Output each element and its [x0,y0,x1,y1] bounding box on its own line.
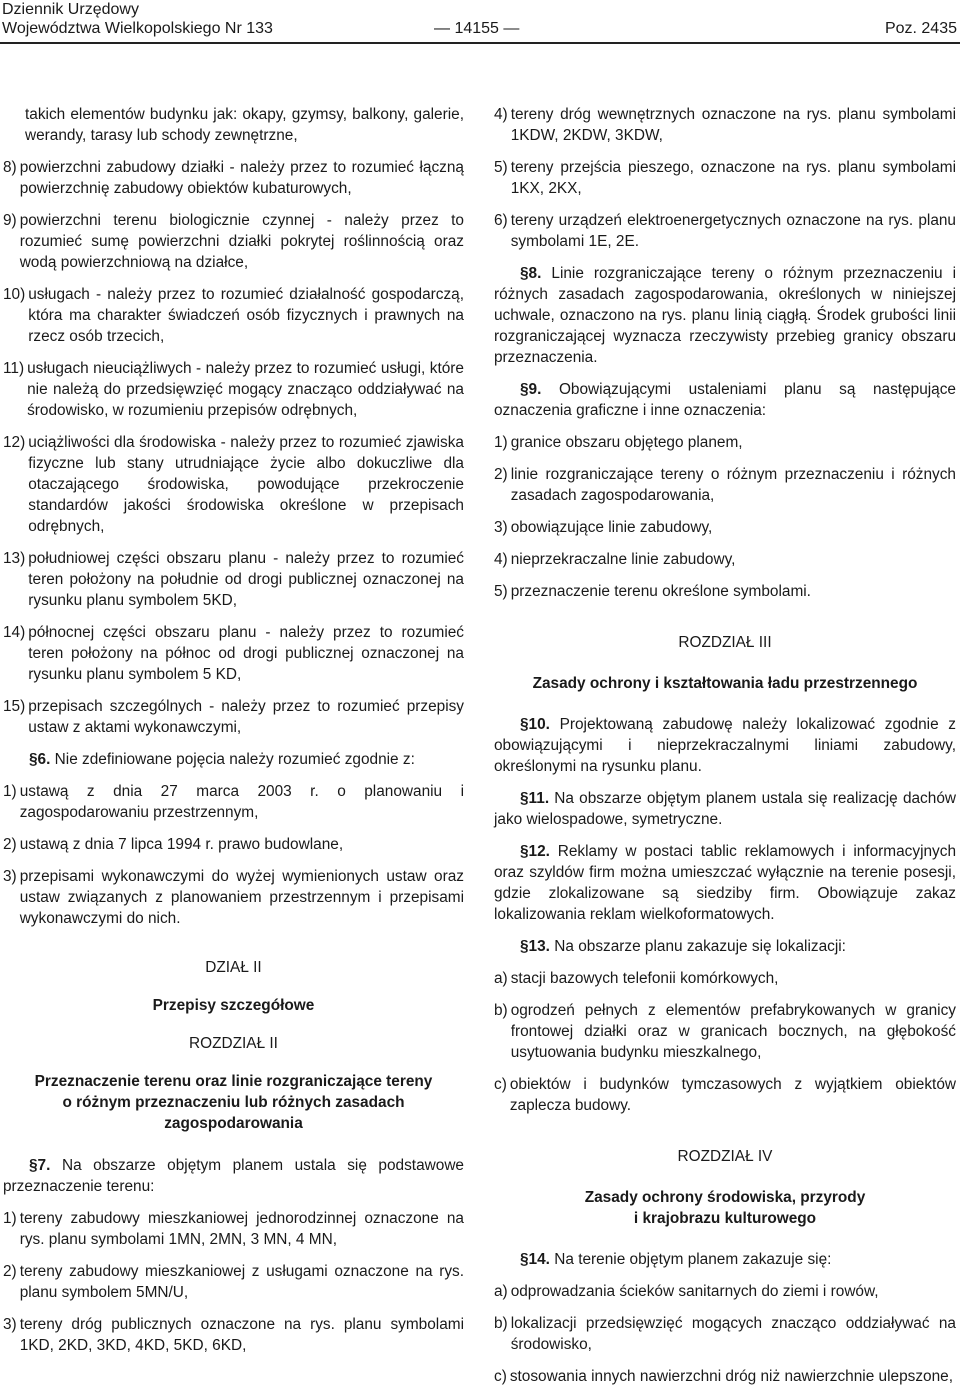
item-text: ustawą z dnia 7 lipca 1994 r. prawo budowlane, [19,836,344,853]
list-item [494,1313,956,1355]
section-symbol: §12. [520,843,550,860]
section-text: Reklamy w postaci tablic reklamowych i informacyjnych oraz szyldów firm można umieszczać wyłącznie na terenie posesji, gdzie zlokalizowane są siedziby firm. Obowiązuje zakaz lokalizowania reklam wielkoformatowych. [494,843,956,923]
item-text: południowej części obszaru planu - należy przez to rozumieć teren położony na południe od drogi publicznej oznaczonej na rysunku planu symbolem 5KD, [28,550,464,609]
list-item [494,968,956,989]
item-number: b) [494,1315,508,1332]
item-number: a) [494,1283,508,1300]
section-symbol: §8. [520,265,542,282]
section-text: Projektowaną zabudowę należy lokalizować zgodnie z obowiązującymi i nieprzekraczalnymi liniami zabudowy, określonymi na rysunku planu. [494,716,956,775]
item-number: 2) [3,836,17,853]
item-text: lokalizacji przedsięwzięć mogących znacząco oddziaływać na środowisko, [510,1315,956,1353]
item-number: 14) [3,624,26,641]
section-symbol: §13. [520,938,550,955]
item-text: tereny dróg publicznych oznaczone na rys. planu symbolami 1KD, 2KD, 3KD, 4KD, 5KD, 6KD, [19,1316,464,1354]
item-text: obiektów i budynków tymczasowych z wyjątkiem obiektów zaplecza budowy. [509,1076,956,1114]
section-13-paragraph [494,936,956,957]
list-item [494,1074,956,1116]
right-column [494,104,956,1398]
publication-name [2,0,273,38]
item-text: tereny dróg wewnętrznych oznaczone na rys. planu symbolami 1KDW, 2KDW, 3KDW, [510,106,956,144]
list-item [494,517,956,538]
left-column [3,104,464,1367]
publication-line-1: Dziennik Urzędowy [2,1,139,18]
item-text: uciążliwości dla środowiska - należy przez to rozumieć zjawiska fizyczne lub stany utrudniające życie albo dokuczliwe dla otaczającego środowiska, powodujące przekroczenie standardów jakości środowiska określone w przepisach odrębnych, [28,434,464,535]
chapter-heading: ROZDZIAŁ III [678,634,772,651]
chapter-title-line: Zasady ochrony środowiska, przyrody [584,1189,866,1206]
section-7-paragraph [3,1155,464,1197]
definition-item [3,284,464,347]
position-number: Poz. 2435 [884,20,957,37]
section-symbol: §6. [29,751,51,768]
section-text: Nie zdefiniowane pojęcia należy rozumieć zgodnie z: [50,751,415,768]
list-item [3,1208,464,1250]
definition-item [3,696,464,738]
chapter-title-line: Przeznaczenie terenu oraz linie rozgraniczające tereny [34,1073,433,1090]
list-item [3,866,464,929]
section-text: Na obszarze objętym planem ustala się podstawowe przeznaczenie terenu: [3,1157,464,1195]
division-heading: DZIAŁ II [205,959,262,976]
section-symbol: §11. [520,790,550,807]
definition-item [3,622,464,685]
list-item [494,1366,956,1387]
publication-line-2: Województwa Wielkopolskiego Nr 133 [2,20,273,37]
definition-item [3,210,464,273]
item-number: 4) [494,551,508,568]
list-item [494,104,956,146]
list-item [3,1261,464,1303]
item-number: 9) [3,212,17,229]
item-text: tereny przejścia pieszego, oznaczone na rys. planu symbolami 1KX, 2KX, [510,159,956,197]
item-number: 5) [494,159,508,176]
item-text: tereny urządzeń elektroenergetycznych oznaczone na rys. planu symbolami 1E, 2E. [510,212,956,250]
item-text: tereny zabudowy mieszkaniowej jednorodzinnej oznaczone na rys. planu symbolami 1MN, 2MN, 3 MN, 4 MN, [19,1210,464,1248]
list-item [494,581,956,602]
item-text: nieprzekraczalne linie zabudowy, [510,551,736,568]
item-text: obowiązujące linie zabudowy, [510,519,713,536]
item-text: odprowadzania ścieków sanitarnych do ziemi i rowów, [510,1283,879,1300]
section-symbol: §14. [520,1251,550,1268]
item-text: ustawą z dnia 27 marca 2003 r. o planowaniu i zagospodarowaniu przestrzennym, [19,783,464,821]
item-number: 1) [3,1210,17,1227]
item-number: 1) [3,783,17,800]
item-number: 11) [3,360,25,377]
definition-item [3,358,464,421]
section-text: Linie rozgraniczające tereny o różnym przeznaczeniu i różnych zasadach zagospodarowania, określonych w niniejszej uchwale, oznaczono na rys. planu linią ciągłą. Środek grubości linii rozgraniczającej wyznacza rzeczywisty przebieg granicy obszaru przeznaczenia. [494,265,956,366]
item-number: a) [494,970,508,987]
division-title: Przepisy szczegółowe [152,997,315,1014]
item-number: 10) [3,286,26,303]
item-text: przepisami wykonawczymi do wyżej wymienionych ustaw oraz ustaw związanych z planowaniem przestrzennym i przepisami wykonawczymi do nich. [19,868,464,927]
item-text: granice obszaru objętego planem, [510,434,743,451]
item-number: 3) [494,519,508,536]
item-text: usługach - należy przez to rozumieć działalność gospodarczą, która ma charakter świadczeń osób fizycznych i prawnych na rzecz osób trzecich, [28,286,464,345]
item-text: przeznaczenie terenu określone symbolami. [510,583,811,600]
section-11-paragraph [494,788,956,830]
item-number: 6) [494,212,508,229]
chapter-title-line: zagospodarowania [164,1115,303,1132]
list-item [494,432,956,453]
chapter-title: Zasady ochrony i kształtowania ładu przestrzennego [532,675,918,692]
item-number: 3) [3,868,17,885]
section-text: Na obszarze objętym planem ustala się realizację dachów jako wielospadowe, symetryczne. [494,790,956,828]
item-text: północnej części obszaru planu - należy przez to rozumieć teren położony na północ od drogi publicznej oznaczonej na rysunku planu symbolem 5 KD, [28,624,464,683]
section-10-paragraph [494,714,956,777]
item-text: usługach nieuciążliwych - należy przez to rozumieć usługi, które nie należą do przedsięwzięć mogący znacząco oddziaływać na środowisko, w rozumieniu przepisów odrębnych, [27,360,464,419]
item-text: ogrodzeń pełnych z elementów prefabrykowanych w granicy frontowej działki oraz w granicach bocznych, na głębokość usytuowania budynku mieszkalnego, [510,1002,956,1061]
list-item [494,1281,956,1302]
section-text: Na terenie objętym planem zakazuje się: [549,1251,832,1268]
item-text: stacji bazowych telefonii komórkowych, [510,970,779,987]
item-number: 1) [494,434,508,451]
item-text: powierzchni zabudowy działki - należy przez to rozumieć łączną powierzchnię zabudowy obiektów kubaturowych, [19,159,464,197]
list-item [3,834,464,855]
section-8-paragraph [494,263,956,368]
definition-item [3,548,464,611]
item-text: przepisach szczególnych - należy przez to rozumieć przepisy ustaw z aktami wykonawczymi, [28,698,464,736]
item-number: c) [494,1076,507,1093]
chapter-title-line: o różnym przeznaczeniu lub różnych zasadach [62,1094,405,1111]
item-number: 2) [494,466,508,483]
section-12-paragraph [494,841,956,925]
section-text: Obowiązującymi ustaleniami planu są następujące oznaczenia graficzne i inne oznaczenia: [494,381,956,419]
item-number: 13) [3,550,26,567]
section-symbol: §7. [29,1157,51,1174]
page-number: — 14155 — [434,20,520,37]
item-number: 8) [3,159,17,176]
page-header [0,0,960,42]
item-number: 5) [494,583,508,600]
item-text: linie rozgraniczające tereny o różnym przeznaczeniu i różnych zasadach zagospodarowania, [510,466,956,504]
section-text: Na obszarze planu zakazuje się lokalizacji: [549,938,846,955]
chapter-heading: ROZDZIAŁ IV [677,1148,773,1165]
item-text: stosowania innych nawierzchni dróg niż nawierzchnie ulepszone, [509,1368,953,1385]
chapter-heading: ROZDZIAŁ II [189,1035,278,1052]
item-number: c) [494,1368,507,1385]
item-number: 12) [3,434,26,451]
intro-text: takich elementów budynku jak: okapy, gzymsy, balkony, galerie, werandy, tarasy lub schody zewnętrzne, [25,106,464,144]
list-item [494,464,956,506]
section-6-paragraph [3,749,464,770]
definition-item [3,432,464,537]
item-text: powierzchni terenu biologicznie czynnej - należy przez to rozumieć sumę powierzchni działki pokrytej roślinnością oraz wodą powierzchniową na działce, [19,212,464,271]
header-rule [0,42,960,44]
list-item [3,1314,464,1356]
list-item [494,157,956,199]
list-item [494,549,956,570]
section-14-paragraph [494,1249,956,1270]
item-number: b) [494,1002,508,1019]
item-text: tereny zabudowy mieszkaniowej z usługami oznaczone na rys. planu symbolem 5MN/U, [19,1263,464,1301]
item-number: 4) [494,106,508,123]
item-number: 2) [3,1263,17,1280]
list-item [3,781,464,823]
definition-item [3,157,464,199]
list-item [494,1000,956,1063]
section-symbol: §9. [520,381,542,398]
item-number: 3) [3,1316,17,1333]
item-number: 15) [3,698,26,715]
chapter-title-line: i krajobrazu kulturowego [633,1210,817,1227]
section-9-paragraph [494,379,956,421]
section-symbol: §10. [520,716,550,733]
list-item [494,210,956,252]
